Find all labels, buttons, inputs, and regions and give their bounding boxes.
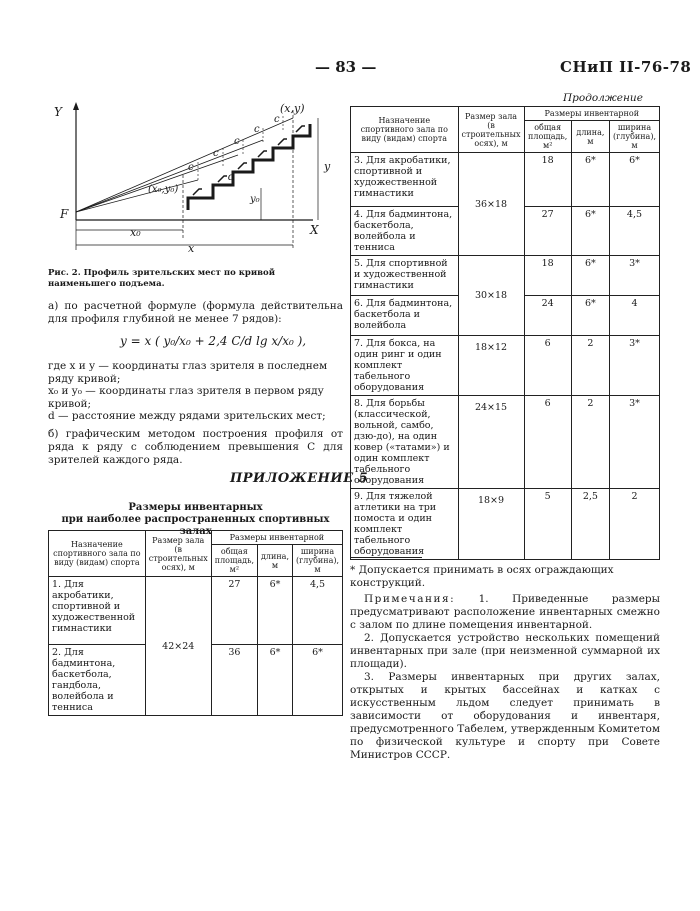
row-width: 4,5 [292,577,342,645]
c-label: c [254,124,260,135]
row-area: 27 [211,577,257,645]
item-b: б) графическим методом построения профиля от ряда к ряду с соблюдением превышения C для зрителей каждого ряда. [48,428,343,466]
table-row [49,577,343,645]
th-area: общая площадь, м² [211,545,257,577]
notes [350,593,660,762]
figure-caption: Рис. 2. Профиль зрительских мест по кривой наименьшего подъема. [48,268,276,289]
continuation-label: Продолжение [563,92,643,104]
footnote-rule [350,557,422,558]
note-1: 1. Приведенные размеры предусматривают расположение инвентарных смежно с залом по длине помещения инвентарной. [350,593,660,631]
legend-xy: где x и y — координаты глаз зрителя в последнем ряду кривой; [48,360,328,385]
row-length: 6* [571,207,609,256]
table-row [351,489,660,560]
row-length: 6* [571,153,609,207]
row-width: 4,5 [609,207,659,256]
th-hall-size: Размер зала (в строительных осях), м [145,531,211,577]
notes-lead: Примечания: [364,593,456,605]
row-area: 24 [524,296,571,336]
table-right [350,106,660,560]
th-width: ширина (глубина), м [292,545,342,577]
th-hall-size: Размер зала (в строительных осях), м [458,107,524,153]
table-row [351,396,660,489]
appendix-title: ПРИЛОЖЕНИЕ 5 [230,471,369,486]
row-area: 36 [211,645,257,716]
row-area: 6 [524,396,571,489]
origin-label: F [60,207,69,221]
sight-line-first [76,180,198,212]
d-label: d [228,172,235,183]
table-row [351,153,660,207]
row-name: 9. Для тяжелой атлетики на три помоста и один комплект табельного оборудования [351,489,459,560]
row-name: 1. Для акробатики, спортивной и художественной гимнастики [49,577,146,645]
x-axis-label: X [310,223,319,237]
item-a: а) по расчетной формуле (формула действительна для профиля глубиной не менее 7 рядов): [48,300,343,325]
th-area: общая площадь, м² [524,121,571,153]
row-width: 6* [292,645,342,716]
row-width: 3* [609,256,659,296]
y-axis-arrow [73,102,79,110]
th-purpose: Назначение спортивного зала по виду (видам) спорта [351,107,459,153]
y-axis-label: Y [54,105,62,119]
th-purpose: Назначение спортивного зала по виду (видам) спорта [49,531,146,577]
row-width: 3* [609,336,659,396]
row-width: 2 [609,489,659,560]
row-length: 2 [571,336,609,396]
y-label: y [324,160,331,173]
row-name: 5. Для спортивной и художественной гимнастики [351,256,459,296]
table-left [48,530,343,716]
x-label: x [188,242,195,255]
note-3: 3. Размеры инвентарных при других залах, открытых и крытых бассейнах и катках с искусственным льдом следует принимать в зависимости от оборудования и инвентаря, предусмотренного Табелем, утвержденным Комитетом по физической культуре и спорту при Совете Министров СССР. [350,671,660,761]
row-area: 5 [524,489,571,560]
row-length: 6* [571,256,609,296]
sight-line-top [76,118,293,212]
legend-x0y0: x₀ и y₀ — координаты глаз зрителя в первом ряду кривой; [48,385,324,410]
row-name: 6. Для бадминтона, баскетбола и волейбола [351,296,459,336]
y0-label: y₀ [250,194,260,205]
c-label: c [213,148,219,159]
table-title-line-1: Размеры инвентарных [128,502,263,513]
row-size: 36×18 [458,153,524,256]
row-size: 18×9 [458,489,524,560]
c-label: c [234,136,240,147]
row-length: 2,5 [571,489,609,560]
row-area: 18 [524,256,571,296]
c-label: c [274,114,280,125]
legend-d: d — расстояние между рядами зрительских мест; [48,410,326,422]
x0-label: x₀ [130,226,141,239]
row-width: 3* [609,396,659,489]
page-number: — 83 — [315,58,377,76]
row-name: 4. Для бадминтона, баскетбола, волейбола и тенниса [351,207,459,256]
row-length: 2 [571,396,609,489]
footnote: * Допускается принимать в осях ограждающих конструкций. [350,564,614,589]
th-width: ширина (глубина), м [609,121,659,153]
row-area: 6 [524,336,571,396]
table-row [351,256,660,296]
profile-figure [48,100,348,262]
th-inventory: Размеры инвентарной [211,531,342,545]
formula: y = x ( y₀/x₀ + 2,4 C/d lg x/x₀ ), [120,334,307,348]
row-name: 3. Для акробатики, спортивной и художественной гимнастики [351,153,459,207]
th-inventory: Размеры инвентарной [524,107,659,121]
row-width: 6* [609,153,659,207]
row-area: 27 [524,207,571,256]
th-length: длина, м [571,121,609,153]
row-name: 2. Для бадминтона, баскетбола, гандбола, волейбола и тенниса [49,645,146,716]
row-length: 6* [571,296,609,336]
th-length: длина, м [258,545,293,577]
row-size: 30×18 [458,256,524,336]
row-size: 24×15 [458,396,524,489]
document-code: СНиП II-76-78 [560,58,692,76]
row-length: 6* [258,577,293,645]
table-row [351,336,660,396]
row-size: 18×12 [458,336,524,396]
row-name: 7. Для бокса, на один ринг и один комплект табельного оборудования [351,336,459,396]
note-2: 2. Допускается устройство нескольких помещений инвентарных при зале (при неизменной суммарной их площади). [350,632,660,670]
row-size: 42×24 [145,577,211,716]
c-label: c [188,162,194,173]
row-length: 6* [258,645,293,716]
top-point-label: (x,y) [280,102,305,115]
row-width: 4 [609,296,659,336]
row-name: 8. Для борьбы (классической, вольной, самбо, дзю-до), на один ковер («татами») и один комплект табельного оборудования [351,396,459,489]
first-point-label: (x₀,y₀) [148,184,179,195]
table-title-line-2: при наиболее распространенных спортивных залах [61,514,330,537]
row-area: 18 [524,153,571,207]
